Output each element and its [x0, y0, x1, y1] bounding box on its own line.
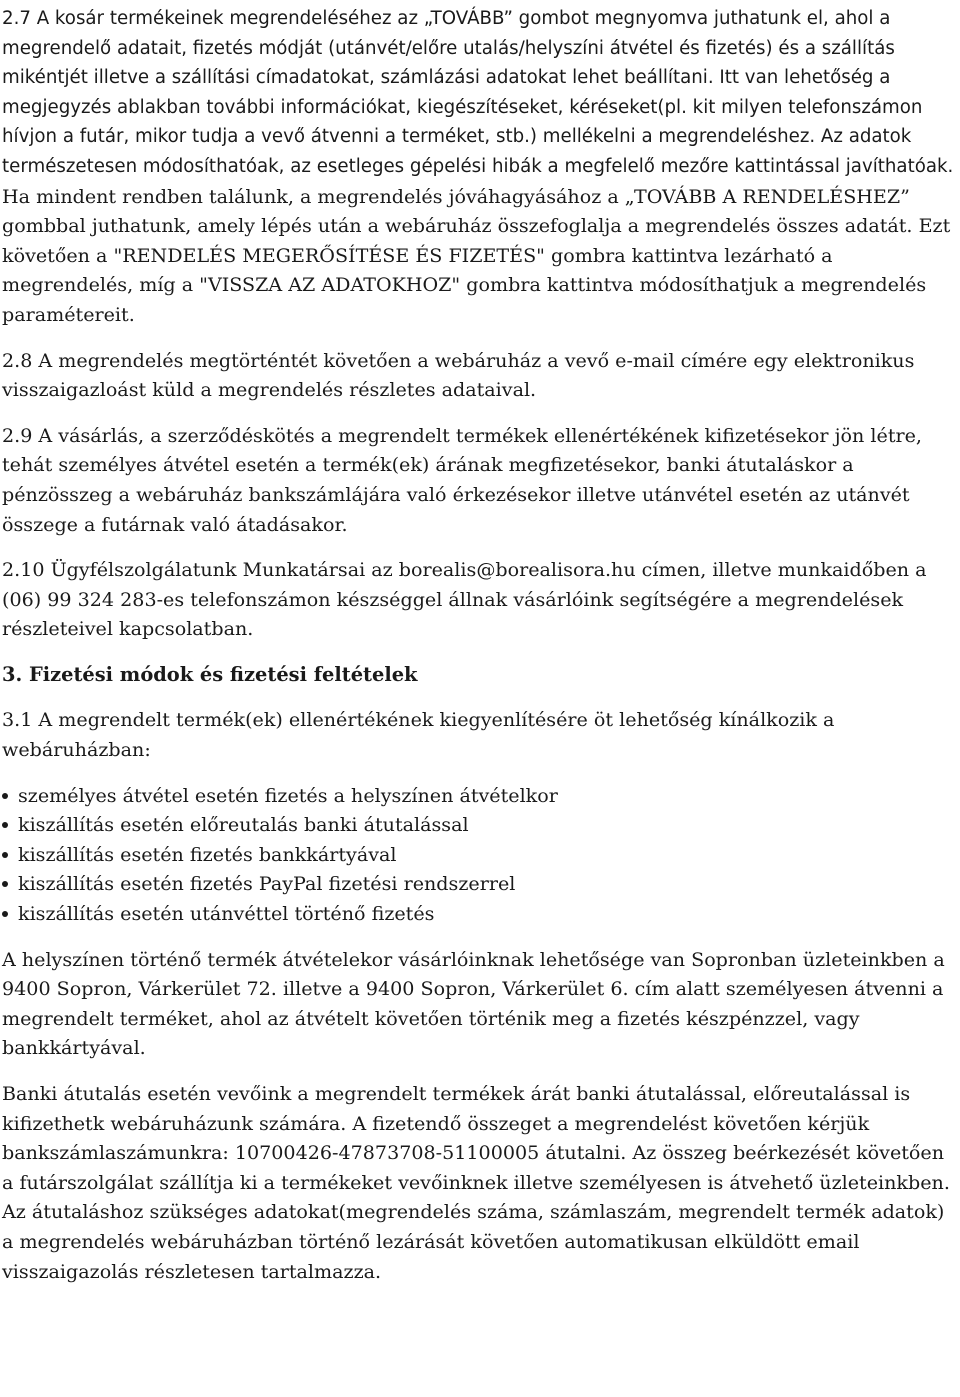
list-item	[2, 781, 958, 811]
spacer	[2, 330, 958, 346]
spacer	[2, 765, 958, 781]
spacer	[2, 929, 958, 945]
bullet-icon	[2, 881, 8, 887]
bullet-icon	[2, 793, 8, 799]
list-item	[2, 869, 958, 899]
spacer	[2, 539, 958, 555]
paragraph-2-7: 2.7 A kosár termékeinek megrendeléséhez az „TOVÁBB” gombot megnyomva juthatunk el, ahol a megrendelő adatait, fizetés módját (utánvét/előre utalás/helyszíni átvétel és fizetés) és a szállítás mikéntjét illetve a szállítási címadatokat, számlázási adatokat lehet beállítani. Itt van lehetőség a megjegyzés ablakban további információkat, kiegészítéseket, kéréseket(pl. kit milyen telefonszámon hívjon a futár, mikor tudja a vevő átvenni a terméket, stb.) mellékelni a megrendeléshez. Az adatok természetesen módosíthatóak, az esetleges gépelési hibák a megfelelő mezőre kattintással javíthatóak.	[2, 8, 954, 177]
spacer	[2, 405, 958, 421]
paragraph-2-7-continued: Ha mindent rendben találunk, a megrendelés jóváhagyásához a „TOVÁBB A RENDELÉSHEZ” gombbal juthatunk, amely lépés után a webáruház összefoglalja a megrendelés összes adatát. Ezt követően a "RENDELÉS MEGERŐSÍTÉSE ÉS FIZETÉS" gombra kattintva lezárható a megrendelés, míg a "VISSZA AZ ADATOKHOZ" gombra kattintva módosíthatjuk a megrendelés paramétereit.	[2, 184, 951, 326]
paragraph-bank-transfer: Banki átutalás esetén vevőink a megrendelt termékek árát banki átutalással, előreutalással is kifizethetk webáruházunk számára. A fizetendő összeget a megrendelést követően kérjük bankszámlaszámunkra: 10700426-47873708-51100005 átutalni. Az összeg beérkezését követően a futárszolgálat szállítja ki a termékeket vevőinknek illetve személyesen is átvehető üzleteinkben.	[2, 1082, 950, 1194]
list-item-text: személyes átvétel esetén fizetés a helyszínen átvételkor	[18, 783, 558, 807]
bullet-icon	[2, 822, 8, 828]
paragraph-2-8: 2.8 A megrendelés megtörténtét követően a webáruház a vevő e-mail címére egy elektronikus visszaigazloást küld a megrendelés részletes adataival.	[2, 348, 915, 402]
paragraph-pickup: A helyszínen történő termék átvételekor vásárlóinknak lehetősége van Sopronban üzleteinkben a 9400 Sopron, Várkerület 72. illetve a 9400 Sopron, Várkerület 6. cím alatt személyesen átvenni a megrendelt terméket, ahol az átvételt követően történik meg a fizetés készpénzzel, vagy bankkártyával.	[2, 947, 945, 1060]
document-page	[2, 0, 958, 1286]
list-item	[2, 810, 958, 840]
list-item	[2, 840, 958, 870]
list-item-text: kiszállítás esetén előreutalás banki átutalással	[18, 813, 469, 837]
list-item	[2, 899, 958, 929]
bullet-icon	[2, 911, 8, 917]
paragraph-2-9: 2.9 A vásárlás, a szerződéskötés a megrendelt termékek ellenértékének kifizetésekor jön létre, tehát személyes átvétel esetén a termék(ek) árának megfizetésekor, banki átutaláskor a pénzösszeg a webáruház bankszámlájára való érkezésekor illetve utánvétel esetén az utánvét összege a futárnak való átadásakor.	[2, 423, 922, 536]
paragraph-transfer-data: Az átutaláshoz szükséges adatokat(megrendelés száma, számlaszám, megrendelt termék adatok) a megrendelés webáruházban történő lezárását követően automatikusan elküldött email visszaigazolás részletesen tartalmazza.	[2, 1200, 945, 1283]
spacer	[2, 644, 958, 660]
spacer	[2, 1063, 958, 1079]
list-item-text: kiszállítás esetén fizetés PayPal fizetési rendszerrel	[18, 872, 516, 896]
section-3-heading: 3. Fizetési módok és fizetési feltételek	[2, 662, 418, 686]
list-item-text: kiszállítás esetén fizetés bankkártyával	[18, 842, 397, 866]
spacer	[2, 689, 958, 705]
list-item-text: kiszállítás esetén utánvéttel történő fizetés	[18, 902, 435, 926]
payment-options-list	[2, 781, 958, 929]
bullet-icon	[2, 852, 8, 858]
paragraph-3-1: 3.1 A megrendelt termék(ek) ellenértékének kiegyenlítésére öt lehetőség kínálkozik a webáruházban:	[2, 708, 835, 762]
paragraph-2-10: 2.10 Ügyfélszolgálatunk Munkatársai az borealis@borealisora.hu címen, illetve munkaidőben a (06) 99 324 283-es telefonszámon készséggel állnak vásárlóink segítségére a megrendelések részleteivel kapcsolatban.	[2, 558, 927, 641]
